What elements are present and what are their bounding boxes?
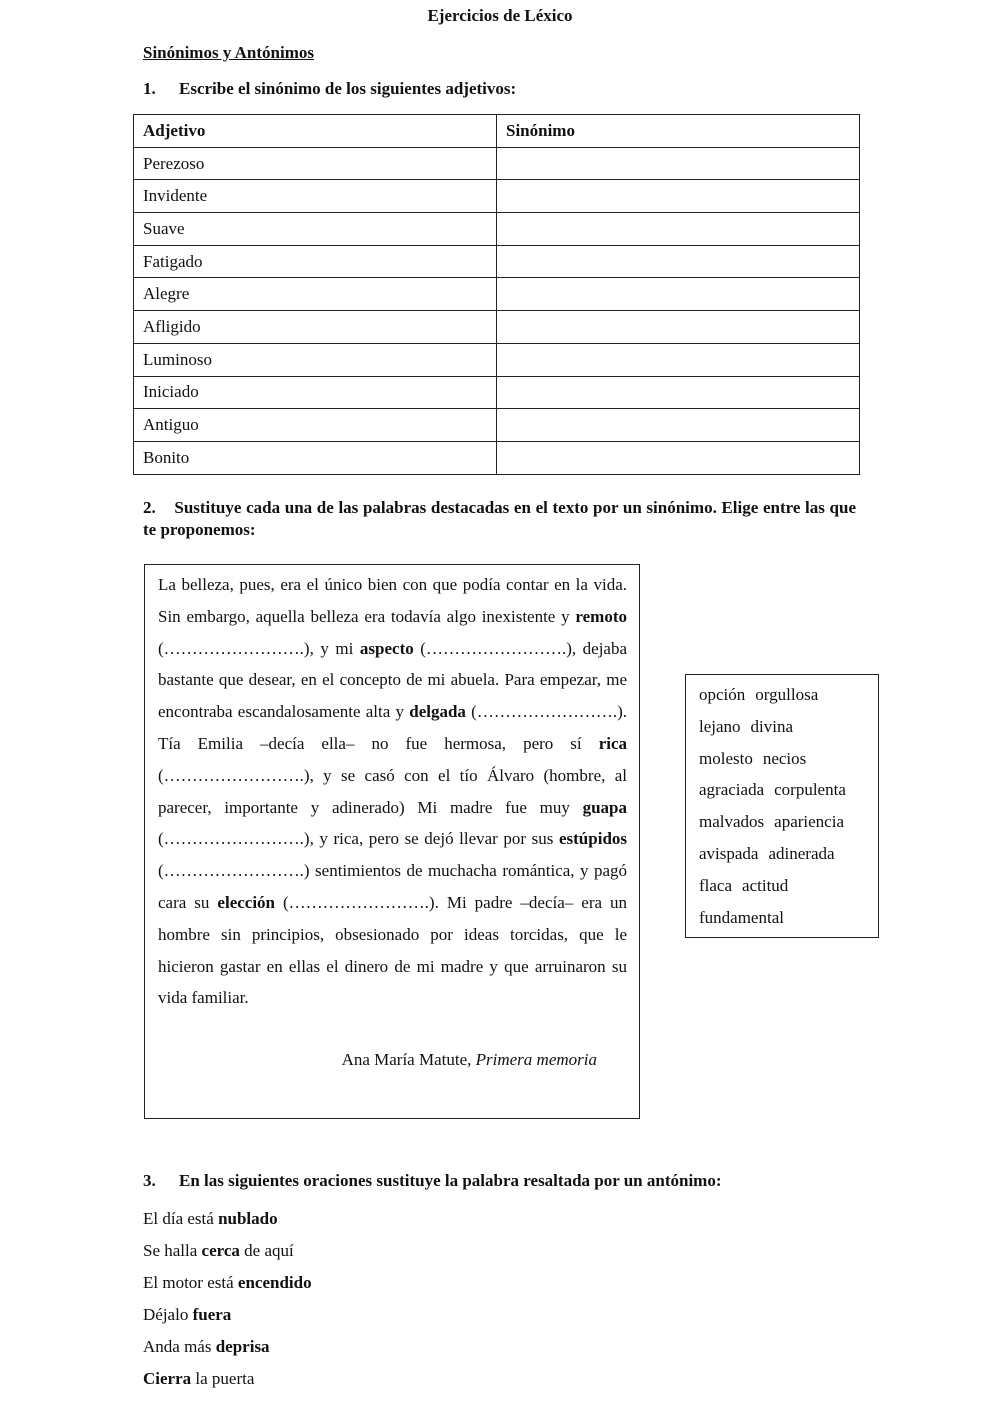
word-option: fundamental (699, 907, 784, 927)
header-sinonimo: Sinónimo (497, 115, 860, 148)
table-row (134, 343, 860, 376)
adjective-cell: Afligido (134, 311, 497, 344)
exercise-2-instruction: Sustituye cada una de las palabras destacadas en el texto por un sinónimo. Elige entre las que te proponemos: (143, 498, 856, 539)
highlighted-word: delgada (409, 702, 466, 722)
passage-text: La belleza, pues, era el único bien con que podía contar en la vida. Sin embargo, aquella belleza era todavía algo inexistente y (158, 575, 627, 626)
highlighted-word: estúpidos (558, 829, 628, 849)
adjective-cell: Iniciado (134, 376, 497, 409)
reading-passage-box (144, 564, 640, 1119)
highlighted-word: remoto (575, 606, 627, 626)
answer-blank[interactable]: (…………………….) (158, 829, 310, 849)
list-item (143, 1235, 312, 1267)
synonym-answer-cell[interactable] (497, 278, 860, 311)
adjective-cell: Bonito (134, 441, 497, 474)
highlighted-word: guapa (582, 797, 627, 817)
table-row (134, 441, 860, 474)
exercise-3-instruction: En las siguientes oraciones sustituye la palabra resaltada por un antónimo: (179, 1171, 722, 1190)
exercise-1-number: 1. (143, 79, 156, 98)
exercise-3-heading (143, 1171, 722, 1191)
table-row (134, 409, 860, 442)
synonym-answer-cell[interactable] (497, 376, 860, 409)
adjective-cell: Antiguo (134, 409, 497, 442)
highlighted-word: fuera (192, 1305, 232, 1324)
sentence-text: El día está (143, 1209, 219, 1228)
adjective-cell: Invidente (134, 180, 497, 213)
word-option: opción (699, 685, 746, 704)
word-option: orgullosa (755, 685, 819, 704)
word-bank-row (699, 774, 872, 806)
passage-text: , y rica, pero se dejó llevar por sus (309, 829, 554, 849)
highlighted-word: rica (598, 733, 628, 753)
list-item (143, 1331, 312, 1363)
sentence-text: Se halla (143, 1241, 202, 1260)
word-option: agraciada (699, 780, 765, 800)
highlighted-word: Cierra (143, 1369, 192, 1388)
synonym-answer-cell[interactable] (497, 311, 860, 344)
list-item (143, 1299, 312, 1331)
synonym-table (133, 114, 860, 475)
table-row (134, 278, 860, 311)
passage-text: Mi padre –decía– era un hombre sin principios, obsesionado por ideas torcidas, que le hicieron gastar en ellas el dinero de mi madre y que arruinaron su vida familiar. (158, 892, 628, 1008)
work-title: Primera memoria (475, 1050, 597, 1070)
word-bank-box (685, 674, 879, 938)
word-bank-row (699, 711, 872, 743)
table-row (134, 147, 860, 180)
highlighted-word: cerca (201, 1241, 240, 1260)
header-adjetivo: Adjetivo (134, 115, 497, 148)
synonym-answer-cell[interactable] (497, 180, 860, 213)
word-bank-row (699, 806, 872, 838)
word-bank-row (699, 679, 872, 711)
word-bank-row (699, 743, 872, 775)
adjective-cell: Suave (134, 213, 497, 246)
exercise-2-number: 2. (143, 498, 156, 517)
synonym-answer-cell[interactable] (497, 147, 860, 180)
synonym-answer-cell[interactable] (497, 441, 860, 474)
table-row (134, 245, 860, 278)
highlighted-word: elección (217, 892, 276, 912)
highlighted-word: nublado (218, 1209, 278, 1228)
answer-blank[interactable]: (…………………….). (283, 892, 439, 912)
word-option: corpulenta (774, 780, 846, 800)
sentence-text: Anda más (143, 1337, 216, 1356)
passage-text: Tía Emilia –decía ella– no fue hermosa, pero sí (158, 733, 582, 753)
word-option: divina (750, 716, 794, 736)
author-name: Ana María Matute, (341, 1050, 472, 1070)
exercise-3-number: 3. (143, 1171, 156, 1190)
word-option: lejano (699, 716, 741, 736)
exercise-2-heading (143, 497, 856, 541)
passage-attribution (158, 1044, 627, 1076)
passage-text: , y se casó con el tío Álvaro (hombre, al parecer, importante y adinerado) Mi madre fue muy (158, 765, 627, 817)
list-item (143, 1363, 312, 1395)
highlighted-word: encendido (237, 1273, 312, 1292)
answer-blank[interactable]: (…………………….). (471, 702, 627, 722)
word-option: adinerada (768, 843, 835, 863)
sentence-text: El motor está (143, 1273, 238, 1292)
antonym-sentence-list (143, 1203, 312, 1395)
sentence-text: de aquí (239, 1241, 294, 1260)
word-option: avispada (699, 843, 759, 863)
table-row (134, 376, 860, 409)
highlighted-word: aspecto (359, 638, 414, 658)
word-bank-row (699, 870, 872, 902)
answer-blank[interactable]: (…………………….) (420, 638, 572, 658)
table-row (134, 213, 860, 246)
table-row (134, 180, 860, 213)
section-subtitle: Sinónimos y Antónimos (143, 43, 314, 62)
answer-blank[interactable]: (…………………….) (158, 861, 310, 881)
adjective-cell: Fatigado (134, 245, 497, 278)
answer-blank[interactable]: (…………………….) (158, 765, 310, 785)
highlighted-word: deprisa (215, 1337, 270, 1356)
answer-blank[interactable]: (…………………….) (158, 638, 310, 658)
synonym-answer-cell[interactable] (497, 245, 860, 278)
list-item (143, 1267, 312, 1299)
exercise-1-heading (143, 79, 516, 99)
word-option: apariencia (774, 812, 844, 832)
synonym-answer-cell[interactable] (497, 213, 860, 246)
list-item (143, 1203, 312, 1235)
word-option: malvados (699, 812, 765, 832)
word-option: actitud (742, 875, 789, 895)
synonym-answer-cell[interactable] (497, 343, 860, 376)
word-option: necios (762, 748, 807, 768)
word-option: molesto (699, 748, 753, 768)
word-option: flaca (699, 875, 733, 895)
passage-text: , y mi (309, 638, 354, 658)
passage-text: , dejaba bastante que desear, en el concepto de mi abuela. Para empezar, me encontraba escandalosamente alta y (158, 638, 628, 722)
table-header-row (134, 115, 860, 148)
word-bank-row (699, 902, 872, 934)
sentence-text: Déjalo (143, 1305, 193, 1324)
synonym-answer-cell[interactable] (497, 409, 860, 442)
word-bank-row (699, 838, 872, 870)
exercise-1-instruction: Escribe el sinónimo de los siguientes adjetivos: (179, 79, 517, 98)
adjective-cell: Alegre (134, 278, 497, 311)
document-title: Ejercicios de Léxico (427, 6, 573, 25)
adjective-cell: Perezoso (134, 147, 497, 180)
table-row (134, 311, 860, 344)
reading-passage (158, 569, 627, 1014)
sentence-text: la puerta (191, 1369, 255, 1388)
passage-text: sentimientos de muchacha romántica, y pagó cara su (158, 861, 628, 912)
adjective-cell: Luminoso (134, 343, 497, 376)
